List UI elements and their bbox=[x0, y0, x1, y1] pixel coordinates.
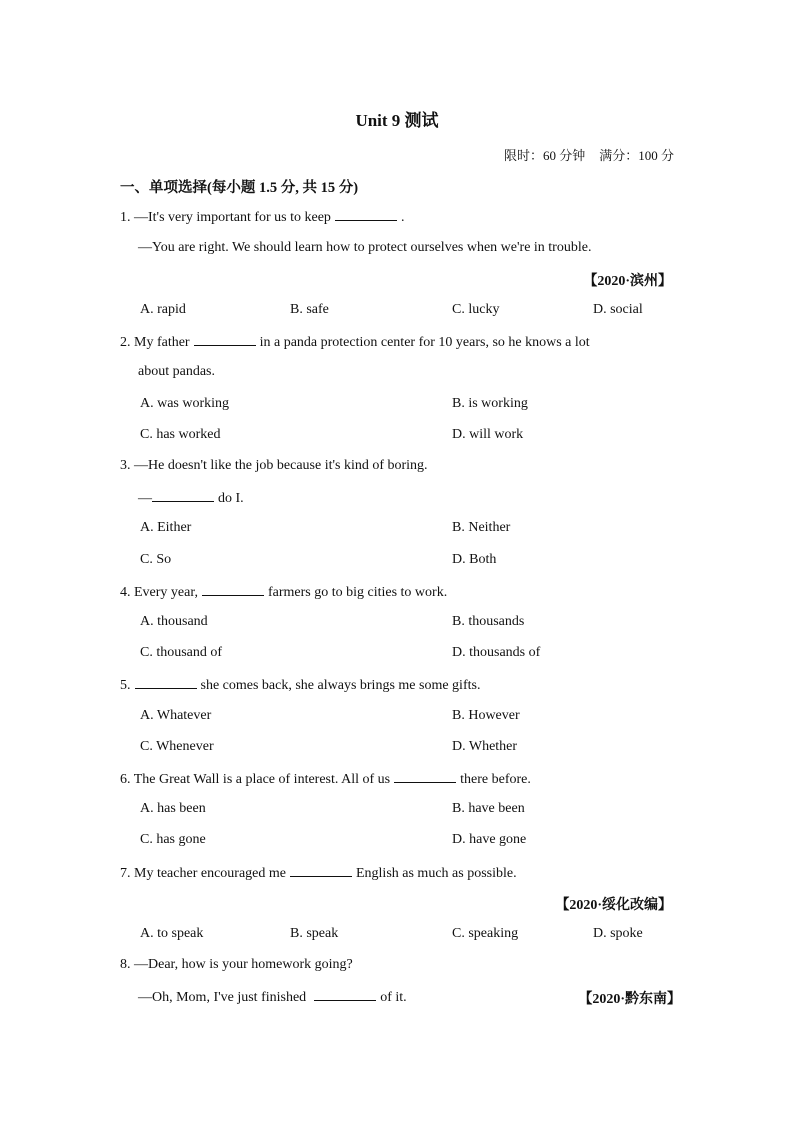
q6-option-c: C. has gone bbox=[140, 832, 206, 847]
q6-option-b: B. have been bbox=[452, 801, 525, 816]
q7-option-d: D. spoke bbox=[593, 926, 643, 941]
question-8-reply-end: of it. bbox=[380, 990, 407, 1005]
question-1-text-end: . bbox=[400, 210, 405, 225]
q7-option-a: A. to speak bbox=[140, 926, 204, 941]
question-7-text-end: English as much as possible. bbox=[355, 866, 517, 881]
question-4-text-end: farmers go to big cities to work. bbox=[267, 585, 448, 600]
question-2-stem bbox=[120, 333, 590, 351]
answer-blank bbox=[335, 208, 397, 221]
answer-blank bbox=[194, 333, 256, 346]
question-1-text: 1. —It's very important for us to keep bbox=[120, 210, 331, 225]
question-1-stem bbox=[120, 208, 404, 226]
question-5-text-end: she comes back, she always brings me some gifts. bbox=[200, 678, 481, 693]
q2-option-c: C. has worked bbox=[140, 427, 221, 442]
question-7-stem bbox=[120, 864, 517, 882]
q2-option-b: B. is working bbox=[452, 396, 528, 411]
question-1-reply: —You are right. We should learn how to protect ourselves when we're in trouble. bbox=[138, 240, 592, 255]
q4-option-c: C. thousand of bbox=[140, 645, 223, 660]
question-7-text: 7. My teacher encouraged me bbox=[120, 866, 286, 881]
q7-option-c: C. speaking bbox=[452, 926, 519, 941]
q3-option-c: C. So bbox=[140, 552, 172, 567]
answer-blank bbox=[135, 676, 197, 689]
q2-option-a: A. was working bbox=[140, 396, 230, 411]
question-8-source: 【2020·黔东南】 bbox=[578, 992, 681, 1007]
time-limit: 限时：60 分钟 bbox=[503, 148, 586, 163]
question-8-stem: 8. —Dear, how is your homework going? bbox=[120, 957, 353, 972]
question-3-reply bbox=[138, 489, 244, 507]
q4-option-a: A. thousand bbox=[140, 614, 208, 629]
answer-blank bbox=[314, 988, 376, 1001]
question-5-stem bbox=[120, 676, 480, 694]
full-score: 满分：100 分 bbox=[599, 148, 674, 163]
question-2-text-end: in a panda protection center for 10 years, so he knows a lot bbox=[259, 335, 590, 350]
question-2-continuation: about pandas. bbox=[138, 364, 215, 379]
time-score-limit bbox=[504, 145, 674, 164]
answer-blank bbox=[394, 770, 456, 783]
q5-option-c: C. Whenever bbox=[140, 739, 214, 754]
q3-option-a: A. Either bbox=[140, 520, 192, 535]
page-title: Unit 9 测试 bbox=[355, 111, 439, 130]
question-8-reply bbox=[138, 988, 407, 1006]
q4-option-d: D. thousands of bbox=[452, 645, 541, 660]
question-3-reply-end: do I. bbox=[218, 491, 244, 506]
answer-blank bbox=[202, 583, 264, 596]
q3-option-b: B. Neither bbox=[452, 520, 511, 535]
answer-blank bbox=[152, 489, 214, 502]
q6-option-d: D. have gone bbox=[452, 832, 527, 847]
question-7-source: 【2020·绥化改编】 bbox=[555, 898, 672, 913]
question-4-text: 4. Every year, bbox=[120, 585, 198, 600]
q6-option-a: A. has been bbox=[140, 801, 206, 816]
q1-option-d: D. social bbox=[593, 302, 643, 317]
q2-option-d: D. will work bbox=[452, 427, 524, 442]
question-8-reply-text: —Oh, Mom, I've just finished bbox=[138, 990, 307, 1005]
question-6-stem bbox=[120, 770, 531, 788]
question-1-source: 【2020·滨州】 bbox=[583, 274, 672, 289]
question-6-text-end: there before. bbox=[460, 772, 531, 787]
question-2-text: 2. My father bbox=[120, 335, 190, 350]
q5-option-b: B. However bbox=[452, 708, 520, 723]
question-5-number: 5. bbox=[120, 678, 131, 693]
q4-option-b: B. thousands bbox=[452, 614, 525, 629]
question-6-text: 6. The Great Wall is a place of interest. All of us bbox=[120, 772, 391, 787]
q1-option-b: B. safe bbox=[290, 302, 329, 317]
question-3-dash: — bbox=[138, 491, 152, 506]
question-3-stem: 3. —He doesn't like the job because it's kind of boring. bbox=[120, 458, 428, 473]
section-heading: 一、单项选择(每小题 1.5 分, 共 15 分) bbox=[120, 180, 359, 196]
q5-option-d: D. Whether bbox=[452, 739, 518, 754]
q7-option-b: B. speak bbox=[290, 926, 339, 941]
q5-option-a: A. Whatever bbox=[140, 708, 212, 723]
q1-option-c: C. lucky bbox=[452, 302, 500, 317]
q3-option-d: D. Both bbox=[452, 552, 497, 567]
q1-option-a: A. rapid bbox=[140, 302, 186, 317]
question-4-stem bbox=[120, 583, 447, 601]
answer-blank bbox=[290, 864, 352, 877]
